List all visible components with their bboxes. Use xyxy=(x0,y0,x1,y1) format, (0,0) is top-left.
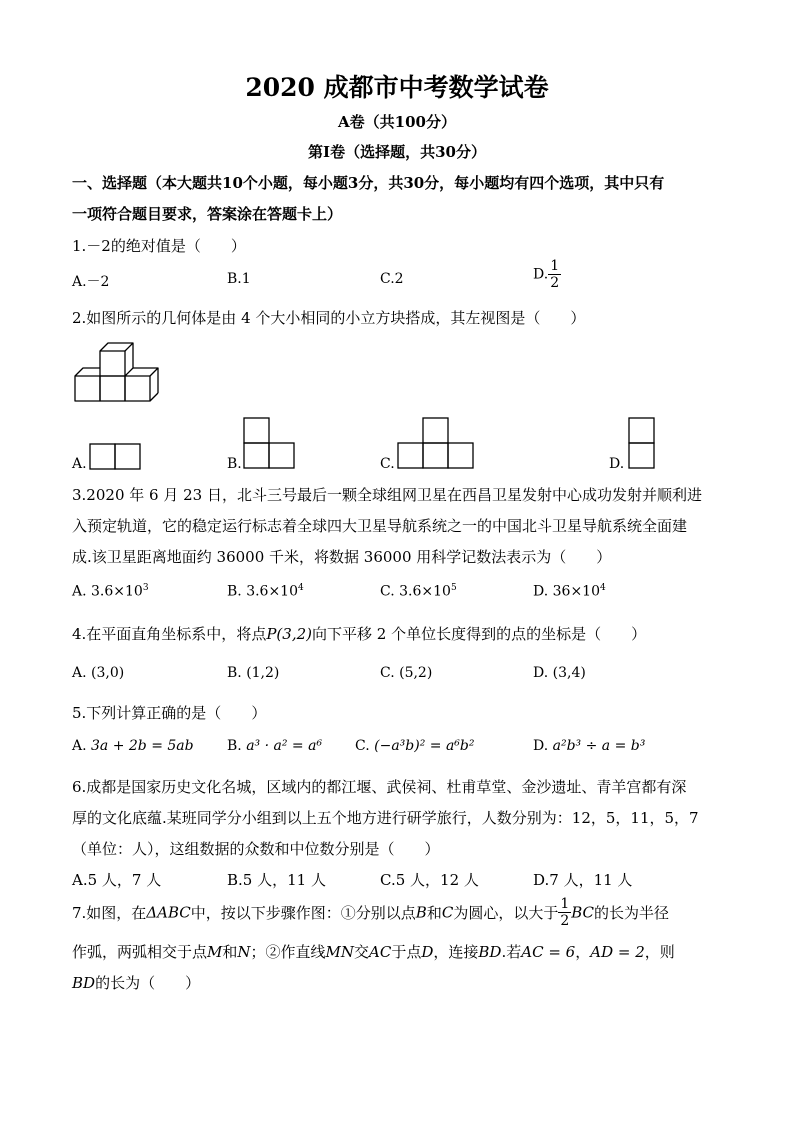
q6-option-a: A.5 人，7 人 xyxy=(72,871,162,889)
q3-option-a-base: A. 3.6×10 xyxy=(72,583,143,600)
q4-option-c: C. (5,2) xyxy=(380,665,433,681)
q4-point: P(3,2) xyxy=(266,625,312,643)
q6-option-b: B.5 人，11 人 xyxy=(227,871,326,889)
q2-option-d-figure xyxy=(628,417,655,469)
q4-stem-pre: 4.在平面直角坐标系中，将点 xyxy=(72,625,267,643)
q2-option-c-label: C. xyxy=(380,456,395,472)
q4-option-b: B. (1,2) xyxy=(227,665,280,681)
q7-point-b: B xyxy=(415,903,427,922)
q2-stem: 2.如图所示的几何体是由 4 个大小相同的小立方块搭成，其左视图是（ ） xyxy=(72,309,586,327)
q7-text-c: 为圆心，以大于 xyxy=(453,904,559,922)
q7-half-fraction xyxy=(558,896,571,929)
fraction-numerator: 1 xyxy=(550,258,560,274)
q3-option-a-exponent: 3 xyxy=(142,583,149,593)
q2-option-c-figure xyxy=(397,417,474,469)
q2-option-b-label: B. xyxy=(227,456,242,472)
q2-option-d-label: D. xyxy=(609,456,625,472)
q7-line-mn: MN xyxy=(325,943,355,961)
section1-line1: 一、选择题（本大题共10个小题，每小题3分，共30分，每小题均有四个选项，其中只有 xyxy=(72,174,665,192)
q6-option-c: C.5 人，12 人 xyxy=(380,871,479,889)
q7-point-n: N xyxy=(237,943,251,961)
q7-text-lianjie: ，连接 xyxy=(433,943,479,961)
q7-segment-bd: BD xyxy=(478,943,502,961)
q7-text-and: 和 xyxy=(426,904,442,922)
q7-text-jiao: 交 xyxy=(354,943,370,961)
q3-option-d xyxy=(533,583,606,600)
q1-option-a: A.－2 xyxy=(72,274,110,290)
q7-text-and2: 和 xyxy=(222,943,238,961)
q5-option-c-label: C. xyxy=(355,738,370,754)
q3-option-a xyxy=(72,583,149,600)
q6-line2: 厚的文化底蕴.某班同学分小组到以上五个地方进行研学旅行，人数分别为：12，5，11，5，7 xyxy=(72,809,699,827)
q5-option-c-expr: (−a³b)² = a⁶b² xyxy=(374,738,475,754)
q5-option-c xyxy=(355,738,474,754)
q7-line1 xyxy=(72,896,669,929)
q7-text-d: 的长为半径 xyxy=(594,904,670,922)
q1-option-c: C.2 xyxy=(380,271,404,287)
q3-option-c-base: C. 3.6×10 xyxy=(380,583,451,600)
q3-line2: 入预定轨道，它的稳定运行标志着全球四大卫星导航系统之一的中国北斗卫星导航系统全面建 xyxy=(72,517,688,535)
fraction-denominator: 2 xyxy=(560,913,570,929)
q7-text-ruo: .若 xyxy=(501,943,522,961)
q1-option-d xyxy=(533,258,561,291)
q7-point-d: D xyxy=(421,943,434,961)
q2-option-a-figure xyxy=(89,443,141,470)
part1-heading: 第Ⅰ卷（选择题，共30分） xyxy=(308,143,486,161)
q3-option-d-exponent: 4 xyxy=(600,583,606,593)
q7-text-b: 中，按以下步骤作图：①分别以点 xyxy=(190,904,416,922)
q5-option-a-expr: 3a + 2b = 5ab xyxy=(91,738,194,754)
q1-option-d-fraction xyxy=(548,258,561,291)
q7-segment-bd-2: BD xyxy=(72,974,96,992)
q3-line3: 成.该卫星距离地面约 36000 千米，将数据 36000 用科学记数法表示为（ ） xyxy=(72,548,612,566)
q5-option-b xyxy=(227,738,322,754)
exam-title: 2020 成都市中考数学试卷 xyxy=(245,73,549,102)
q7-ad-value: AD = 2 xyxy=(590,943,645,961)
fraction-denominator: 2 xyxy=(550,275,560,291)
q5-option-b-label: B. xyxy=(227,738,242,754)
q2-option-a-label: A. xyxy=(72,456,87,472)
q3-option-d-base: D. 36×10 xyxy=(533,583,600,600)
paper-a-heading: A卷（共100分） xyxy=(338,113,456,131)
q5-option-b-expr: a³ · a² = a⁶ xyxy=(246,738,323,754)
q7-line3 xyxy=(72,972,200,993)
q7-triangle: ΔABC xyxy=(146,903,191,922)
q6-line3: （单位：人），这组数据的众数和中位数分别是（ ） xyxy=(72,840,440,858)
q2-solid-figure xyxy=(72,340,167,406)
q1-stem: 1.－2的绝对值是（ ） xyxy=(72,237,246,255)
q1-option-b: B.1 xyxy=(227,271,251,287)
q5-stem: 5.下列计算正确的是（ ） xyxy=(72,704,267,722)
q3-option-b-exponent: 4 xyxy=(298,583,304,593)
q3-option-c xyxy=(380,583,457,600)
q7-text-a: 7.如图，在 xyxy=(72,904,147,922)
q5-option-d-label: D. xyxy=(533,738,549,754)
section1-line2: 一项符合题目要求，答案涂在答题卡上） xyxy=(72,205,343,223)
q7-text-f: ；②作直线 xyxy=(250,943,326,961)
q5-option-d xyxy=(533,738,645,754)
q7-segment-ac: AC xyxy=(369,943,392,961)
q4-option-d: D. (3,4) xyxy=(533,665,586,681)
q7-text-e: 作弧，两弧相交于点 xyxy=(72,943,208,961)
q5-option-a-label: A. xyxy=(72,738,87,754)
q3-option-c-exponent: 5 xyxy=(450,583,457,593)
q3-line1: 3.2020 年 6 月 23 日，北斗三号最后一颗全球组网卫星在西昌卫星发射中心成功发射并顺利进 xyxy=(72,486,702,504)
q1-option-d-label: D. xyxy=(533,266,549,283)
q4-stem-post: 向下平移 2 个单位长度得到的点的坐标是（ ） xyxy=(311,625,647,643)
q6-line1: 6.成都是国家历史文化名城，区域内的都江堰、武侯祠、杜甫草堂、金沙遗址、青羊宫都有深 xyxy=(72,778,687,796)
q7-text-comma: ， xyxy=(575,943,591,961)
q7-point-m: M xyxy=(207,943,223,961)
q7-line2 xyxy=(72,941,675,962)
q5-option-d-expr: a²b³ ÷ a = b³ xyxy=(552,738,646,754)
q3-option-b-base: B. 3.6×10 xyxy=(227,583,298,600)
q7-point-c: C xyxy=(441,903,454,922)
q4-stem xyxy=(72,623,646,644)
q3-option-b xyxy=(227,583,304,600)
q2-option-b-figure xyxy=(243,417,295,469)
q7-text-yu: 于点 xyxy=(391,943,422,961)
q5-option-a xyxy=(72,738,194,754)
fraction-numerator: 1 xyxy=(560,896,570,912)
q7-ac-value: AC = 6 xyxy=(521,943,576,961)
q7-segment-bc: BC xyxy=(571,903,595,922)
q7-text-ze: ，则 xyxy=(644,943,675,961)
q7-text-g: 的长为（ ） xyxy=(95,974,201,992)
q4-option-a: A. (3,0) xyxy=(72,665,125,681)
q6-option-d: D.7 人，11 人 xyxy=(533,871,633,889)
